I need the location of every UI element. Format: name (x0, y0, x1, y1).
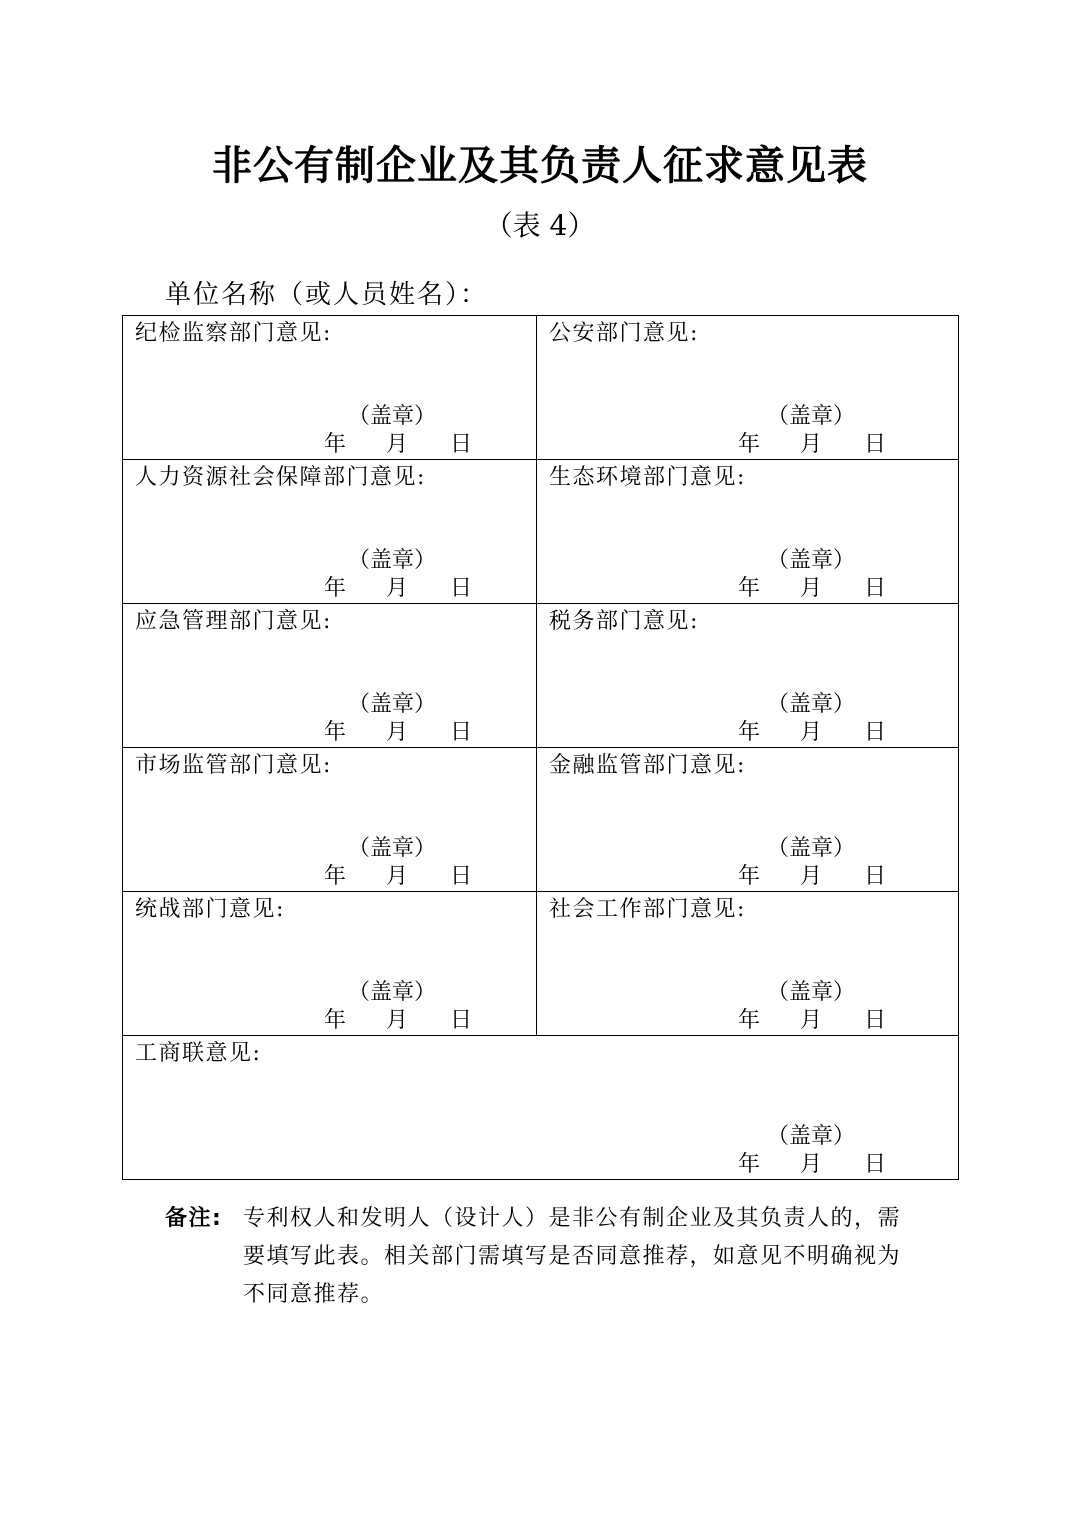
dept-left-3-cell[interactable] (123, 748, 537, 892)
dept-right-2-date-day: 日 (864, 720, 887, 745)
dept-right-0-date-day: 日 (864, 432, 887, 457)
dept-left-1-seal-text: （盖章） (348, 548, 437, 573)
dept-left-0-cell[interactable] (123, 316, 537, 460)
dept-right-2-cell-content (537, 604, 958, 747)
dept-right-1-cell-content (537, 460, 958, 603)
chamber-of-commerce-seal-text: （盖章） (767, 1124, 856, 1149)
dept-left-2-label: 应急管理部门意见: (135, 609, 332, 634)
dept-right-2-date-year: 年 (738, 720, 761, 745)
dept-right-0-cell-content (537, 316, 958, 459)
dept-left-4-cell-content (123, 892, 536, 1035)
dept-right-4-cell[interactable] (537, 892, 959, 1036)
dept-left-2-date-month: 月 (386, 720, 409, 745)
dept-right-0-seal-text: （盖章） (767, 404, 856, 429)
dept-left-0-date-year: 年 (324, 432, 347, 457)
dept-right-1-date-day: 日 (864, 576, 887, 601)
dept-right-3-cell-content (537, 748, 958, 891)
remarks-text: 专利权人和发明人（设计人）是非公有制企业及其负责人的，需要填写此表。相关部门需填写是否同意推荐，如意见不明确视为不同意推荐。 (243, 1206, 902, 1307)
chamber-of-commerce-date-month: 月 (800, 1152, 823, 1177)
opinion-row (123, 892, 959, 1036)
dept-left-0-label: 纪检监察部门意见: (135, 321, 332, 346)
chamber-of-commerce-date-day: 日 (864, 1152, 887, 1177)
dept-right-1-cell[interactable] (537, 460, 959, 604)
dept-left-3-label: 市场监管部门意见: (135, 753, 332, 778)
dept-left-2-date-year: 年 (324, 720, 347, 745)
chamber-of-commerce-cell[interactable] (123, 1036, 959, 1180)
dept-right-0-cell[interactable] (537, 316, 959, 460)
dept-left-3-cell-content (123, 748, 536, 891)
chamber-of-commerce-label: 工商联意见: (135, 1041, 262, 1066)
dept-left-2-cell[interactable] (123, 604, 537, 748)
opinion-row-full (123, 1036, 959, 1180)
dept-left-4-date-day: 日 (450, 1008, 473, 1033)
opinion-row (123, 604, 959, 748)
dept-left-4-cell[interactable] (123, 892, 537, 1036)
dept-left-0-seal-text: （盖章） (348, 404, 437, 429)
dept-right-3-date-month: 月 (800, 864, 823, 889)
dept-right-0-label: 公安部门意见: (549, 321, 699, 346)
dept-right-2-cell[interactable] (537, 604, 959, 748)
dept-left-1-date-day: 日 (450, 576, 473, 601)
dept-left-3-date-year: 年 (324, 864, 347, 889)
opinion-row (123, 316, 959, 460)
opinion-table (122, 315, 959, 1180)
dept-right-4-date-day: 日 (864, 1008, 887, 1033)
dept-right-2-seal-text: （盖章） (767, 692, 856, 717)
dept-right-4-date-month: 月 (800, 1008, 823, 1033)
dept-left-4-label: 统战部门意见: (135, 897, 285, 922)
dept-right-1-seal-text: （盖章） (767, 548, 856, 573)
dept-left-0-date-day: 日 (450, 432, 473, 457)
dept-right-2-label: 税务部门意见: (549, 609, 699, 634)
chamber-of-commerce-date-year: 年 (738, 1152, 761, 1177)
dept-right-4-label: 社会工作部门意见: (549, 897, 746, 922)
dept-left-1-cell-content (123, 460, 536, 603)
dept-right-4-cell-content (537, 892, 958, 1035)
dept-left-4-seal-text: （盖章） (348, 980, 437, 1005)
chamber-of-commerce-cell-content (123, 1036, 958, 1179)
dept-left-4-date-month: 月 (386, 1008, 409, 1033)
dept-left-3-seal-text: （盖章） (348, 836, 437, 861)
remarks-label: 备注: (165, 1206, 223, 1231)
dept-left-2-seal-text: （盖章） (348, 692, 437, 717)
opinion-row (123, 748, 959, 892)
opinion-table-body (123, 316, 959, 1180)
dept-right-4-seal-text: （盖章） (767, 980, 856, 1005)
dept-right-1-label: 生态环境部门意见: (549, 465, 746, 490)
opinion-row (123, 460, 959, 604)
form-title: 非公有制企业及其负责人征求意见表 (212, 142, 868, 189)
dept-right-3-cell[interactable] (537, 748, 959, 892)
dept-left-1-cell[interactable] (123, 460, 537, 604)
dept-right-3-seal-text: （盖章） (767, 836, 856, 861)
dept-left-1-date-month: 月 (386, 576, 409, 601)
dept-left-3-date-month: 月 (386, 864, 409, 889)
dept-right-1-date-year: 年 (738, 576, 761, 601)
dept-left-2-cell-content (123, 604, 536, 747)
dept-right-1-date-month: 月 (800, 576, 823, 601)
form-subtitle: （表 4） (484, 209, 596, 242)
dept-right-0-date-month: 月 (800, 432, 823, 457)
unit-name-label: 单位名称（或人员姓名）： (165, 280, 489, 310)
dept-left-2-date-day: 日 (450, 720, 473, 745)
dept-right-3-label: 金融监管部门意见: (549, 753, 746, 778)
dept-left-3-date-day: 日 (450, 864, 473, 889)
dept-right-0-date-year: 年 (738, 432, 761, 457)
dept-left-0-cell-content (123, 316, 536, 459)
dept-right-4-date-year: 年 (738, 1008, 761, 1033)
dept-right-2-date-month: 月 (800, 720, 823, 745)
dept-left-4-date-year: 年 (324, 1008, 347, 1033)
dept-left-0-date-month: 月 (386, 432, 409, 457)
dept-left-1-date-year: 年 (324, 576, 347, 601)
dept-left-1-label: 人力资源社会保障部门意见: (135, 465, 426, 490)
dept-right-3-date-day: 日 (864, 864, 887, 889)
dept-right-3-date-year: 年 (738, 864, 761, 889)
